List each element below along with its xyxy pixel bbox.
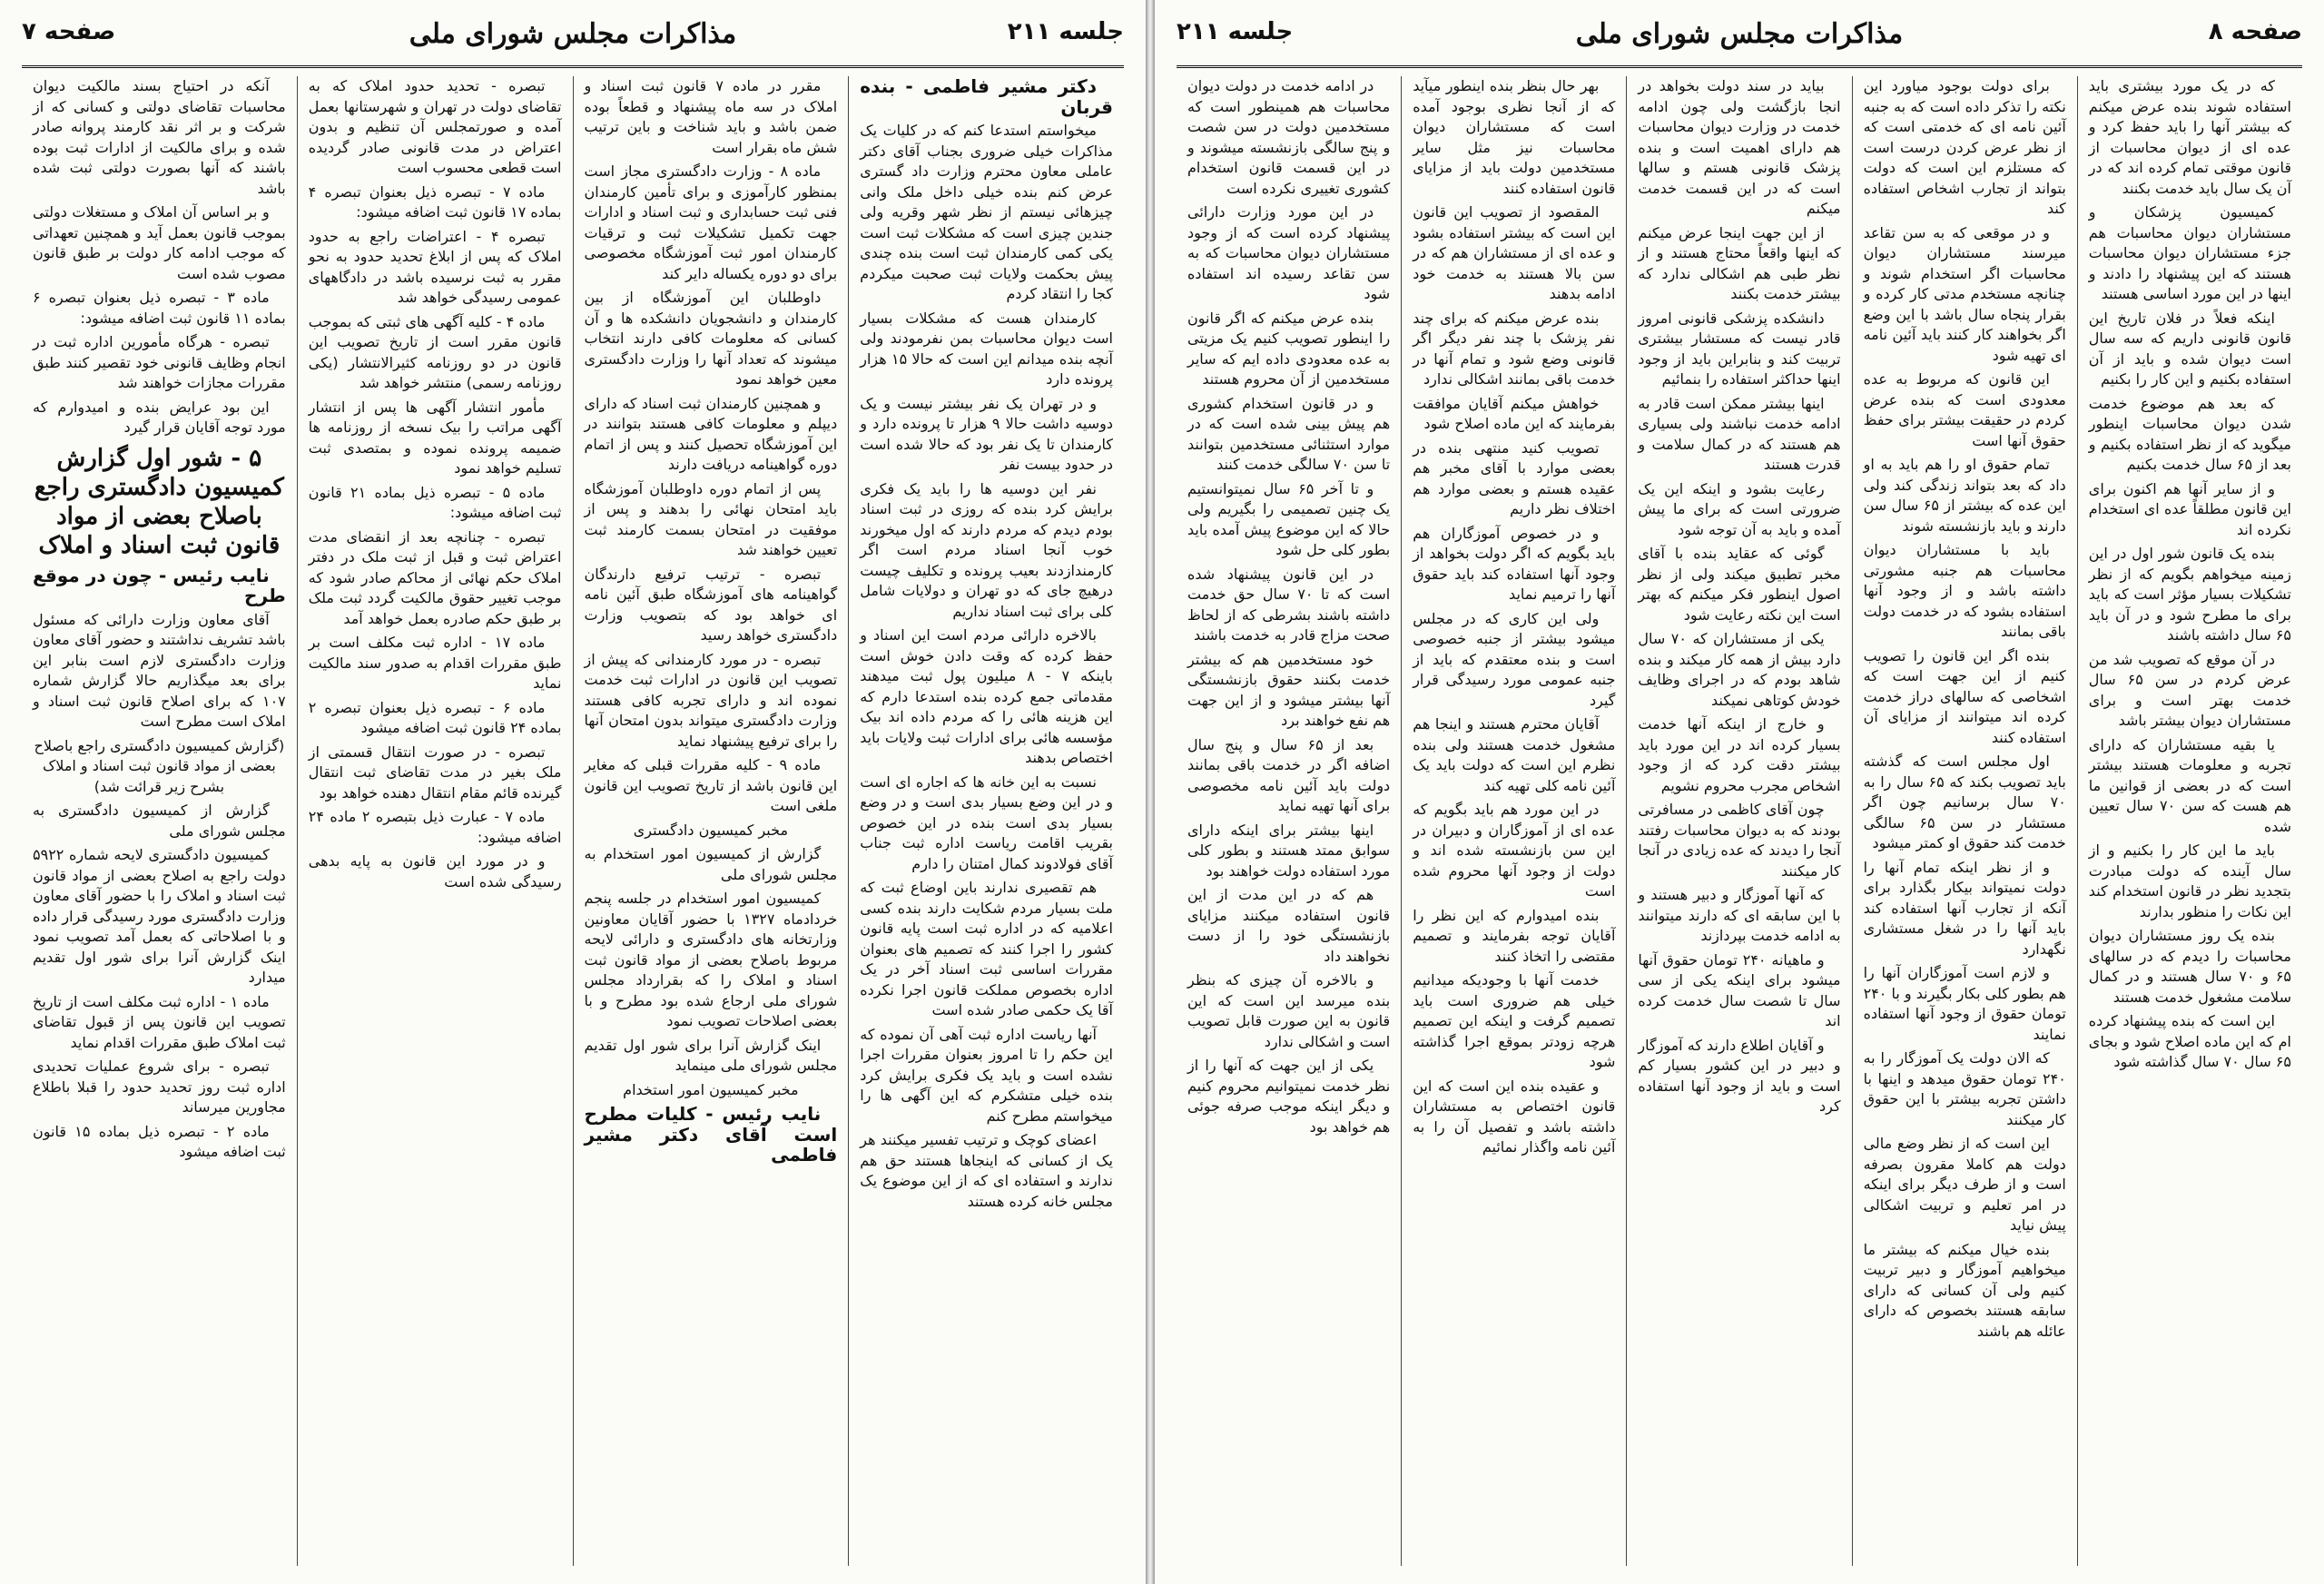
- paragraph: ماده ۷ - تبصره ذیل بعنوان تبصره ۴ بماده ۱۷ قانون ثبت اضافه میشود:: [308, 182, 562, 221]
- paragraph: آقای معاون وزارت دارائی که مسئول باشد تشریف نداشتند و حضور آقای معاون وزارت دادگستری لازم است بنابر این برای بعد میگذاریم حالا گزارش شماره ۱۰۷ که برای اصلاح قانون ثبت اسناد و املاک است مطرح است: [33, 610, 286, 730]
- paragraph: این بود عرایض بنده و امیدوارم که مورد توجه آقایان قرار گیرد: [33, 398, 286, 436]
- paragraph: آنکه در احتیاج بسند مالکیت دیوان محاسبات تقاضای دولتی و کسانی که از شرکت و بر اثر نقد کارمند پروانه صادر شده و برای مالکیت از ادارات ثبت بوده باشند که آنها بصورت دولتی ثبت شده باشد: [33, 77, 286, 197]
- paragraph: ماده ۷ - عبارت ذیل بتبصره ۲ ماده ۲۴ اضافه میشود:: [308, 808, 562, 846]
- text-column: [297, 76, 573, 1566]
- paragraph: تبصره ۴ - اعتراضات راجع به حدود املاک که پس از ابلاغ تحدید حدود به نحو مقرر به ثبت نرسیده باشد در دادگاههای عمومی رسیدگی خواهد شد: [308, 227, 562, 306]
- paragraph: نفر این دوسیه ها را باید یک فکری برایش کرد بنده که روزی در ثبت اسناد بودم دیدم که مردم دارند که اول میخورند خوب آنجا اسناد مردم است اگر کارمندازدند بعیب پرونده و تکلیف چیست درهیچ جای که دو تهران و دولایات شامل کلی برای ثبت اسناد نداریم: [860, 479, 1113, 620]
- paragraph: اول مجلس است که گذشته باید تصویب بکند که ۶۵ سال را به ۷۰ سال برسانیم چون اگر مستشار در سن ۶۵ سالگی خدمت کند حقوق او کمتر میشود: [1863, 753, 2066, 851]
- paragraph: رعایت بشود و اینکه این یک ضرورتی است که برای ما پیش آمده و باید به آن توجه شود: [1638, 479, 1841, 538]
- paragraph: ماده ۵ - تبصره ذیل بماده ۲۱ قانون ثبت اضافه میشود:: [308, 483, 562, 521]
- paragraph: و همچنین کارمندان ثبت اسناد که دارای دیپلم و معلومات کافی هستند بتوانند در این آموزشگاه تحصیل کنند و پس از اتمام دوره گواهینامه دریافت دارند: [584, 394, 838, 473]
- paragraph: از این جهت اینجا عرض میکنم که اینها واقعاً محتاج هستند و از نظر طبی هم اشکالی ندارد که بیشتر خدمت بکنند: [1638, 223, 1841, 302]
- paragraph: گزارش از کمیسیون امور استخدام به مجلس شورای ملی: [584, 845, 838, 883]
- paragraph: تبصره - در مورد کارمندانی که پیش از تصویب این قانون در ادارات ثبت خدمت نموده اند و دارای تجربه کافی هستند وزارت دادگستری میتواند بدون امتحان آنها را برای ترفیع پیشنهاد نماید: [584, 650, 838, 750]
- paragraph: ماده ۹ - کلیه مقررات قبلی که مغایر این قانون باشد از تاریخ تصویب این قانون ملغی است: [584, 756, 838, 814]
- paragraph: در این قانون پیشنهاد شده است که تا ۷۰ سال حق خدمت داشته باشند بشرطی که از لحاظ صحت مزاج قادر به خدمت باشند: [1187, 565, 1391, 644]
- paragraph: و آقایان اطلاع دارند که آموزگار و دبیر در این کشور بسیار کم است و باید از وجود آنها استفاده کرد: [1638, 1036, 1841, 1115]
- paragraph: تمام حقوق او را هم باید به او داد که بعد بتواند زندگی کند ولی این عده که بیشتر از ۶۵ سال سن دارند و باید بازنشسته شوند: [1863, 456, 2066, 535]
- speaker-line: نایب رئیس - کلیات مطرح است آقای دکتر مشیر فاطمی: [584, 1103, 838, 1166]
- paragraph: ماده ۱۷ - اداره ثبت مکلف است بر طبق مقررات اقدام به صدور سند مالکیت نماید: [308, 634, 562, 692]
- paragraph: چون آقای کاظمی در مسافرتی بودند که به دیوان محاسبات رفتند آنجا را دیدند که عده زیادی در آنجا کار میکنند: [1638, 801, 1841, 880]
- paragraph: کمیسیون پزشکان و مستشاران دیوان محاسبات هم جزء مستشاران دیوان محاسبات هستند که این پیشنهاد را دادند و اینها در این مورد اساسی هستند: [2088, 203, 2291, 302]
- paragraph: بالاخره دارائی مردم است این اسناد و حفظ کرده که وقت دادن خوش است باینکه ۷ - ۸ میلیون پول ثبت میدهند مقدماتی جمع کرده بنده استدعا دارم که این هزینه هائی را که مردم داده اند بیک مؤسسه هائی برای ادارات ثبت ولایات باید اختصاص بدهند: [860, 626, 1114, 766]
- left-page-number: صفحه ۷: [22, 18, 116, 45]
- paragraph: باید ما این کار را بکنیم و از سال آینده که دولت مبادرت بتجدید نظر در قانون استخدام کند این نکات را منظور بدارند: [2088, 841, 2291, 920]
- left-page: [0, 0, 1146, 1584]
- paragraph: بنده امیدوارم که این نظر را آقایان توجه بفرمایند و تصمیم مقتضی را اتخاذ کنند: [1413, 906, 1616, 965]
- paragraph: یکی از این جهت که آنها را از نظر خدمت نمیتوانیم محروم کنیم و دیگر اینکه موجب صرفه جوئی هم خواهد بود: [1187, 1057, 1391, 1136]
- speaker-line: نایب رئیس - چون در موقع طرح: [33, 564, 286, 606]
- paragraph: کمیسیون دادگستری لایحه شماره ۵۹۲۲ دولت راجع به اصلاح بعضی از مواد قانون ثبت اسناد و املاک را با حضور آقای معاون وزارت دادگستری مورد رسیدگی قرار داده و با اصلاحاتی که بعمل آمد تصویب نمود اینک گزارش آنرا برای شور اول تقدیم میدارد: [33, 846, 286, 986]
- paragraph: و در خصوص آموزگاران هم باید بگویم که اگر دولت بخواهد از وجود آنها استفاده کند باید حقوق آنها را ترمیم نماید: [1413, 524, 1616, 603]
- text-column: [22, 76, 297, 1566]
- paragraph: در آن موقع که تصویب شد من عرض کردم در سن ۶۵ سال خدمت بهتر است و برای مستشاران دیوان بیشتر باشد: [2088, 650, 2291, 729]
- paragraph: خدمت آنها با وجودیکه میدانیم خیلی هم ضروری است باید تصمیم گرفت و اینکه این تصمیم هرچه زودتر بموقع اجرا گذاشته شود: [1413, 971, 1616, 1070]
- paragraph: ماده ۳ - تبصره ذیل بعنوان تبصره ۶ بماده ۱۱ قانون ثبت اضافه میشود:: [33, 289, 286, 327]
- paragraph: پس از اتمام دوره داوطلبان آموزشگاه باید امتحان نهائی را بدهند و پس از موفقیت در امتحان بسمت کارمند ثبت تعیین خواهند شد: [584, 479, 838, 558]
- paragraph: و در قانون استخدام کشوری هم پیش بینی شده است که در موارد استثنائی مستخدمین بتوانند تا سن ۷۰ سالگی خدمت کنند: [1187, 394, 1391, 473]
- right-running-title: مذاکرات مجلس شورای ملی: [1575, 18, 1904, 50]
- right-session-label: جلسه ۲۱۱: [1177, 18, 1294, 45]
- paragraph: و ماهیانه ۲۴۰ تومان حقوق آنها میشود برای اینکه یکی از سی سال تا شصت سال خدمت کرده اند: [1638, 950, 1841, 1029]
- paragraph: بنده یک روز مستشاران دیوان محاسبات را دیدم که در سالهای ۶۵ و ۷۰ سال هستند و در کمال سلامت مشغول خدمت هستند: [2088, 927, 2291, 1006]
- paragraph: داوطلبان این آموزشگاه از بین کارمندان و دانشجویان دانشکده ها و آن کسانی که معلومات کافی دارند انتخاب میشوند که تعداد آنها را وزارت دادگستری معین خواهد نمود: [584, 289, 838, 388]
- centered-note: (گزارش کمیسیون دادگستری راجع باصلاح بعضی از مواد قانون ثبت اسناد و املاک بشرح زیر قرائت شد): [34, 736, 285, 795]
- paragraph: و تا آخر ۶۵ سال نمیتوانستیم یک چنین تصمیمی را بگیریم ولی حالا که این موضوع پیش آمده باید بطور کلی حل شود: [1187, 479, 1391, 558]
- right-page-number: صفحه ۸: [2208, 18, 2302, 45]
- page-gutter: [1146, 0, 1155, 1584]
- paragraph: گزارش از کمیسیون دادگستری به مجلس شورای ملی: [33, 802, 286, 840]
- paragraph: در این مورد وزارت دارائی پیشنهاد کرده است که از وجود مستشاران دیوان محاسبات که به سن تقاعد رسیده اند استفاده شود: [1187, 203, 1391, 302]
- left-running-title: مذاکرات مجلس شورای ملی: [409, 18, 737, 50]
- paragraph: و در تهران یک نفر بیشتر نیست و یک دوسیه داشت حالا ۹ هزار تا پرونده دارد و کارمندان تا یک نفر بود که حالا شده است در حدود بیست نفر: [860, 394, 1113, 473]
- paragraph: و در مورد این قانون به پایه بدهی رسیدگی شده است: [308, 852, 562, 890]
- paragraph: هم که در این مدت از این قانون استفاده میکنند مزایای بازنشستگی خود را از دست نخواهند داد: [1187, 886, 1391, 965]
- centered-note: مخبر کمیسیون امور استخدام: [623, 1080, 799, 1098]
- paragraph: تصویب کنید منتهی بنده در بعضی موارد با آقای مخبر هم عقیده هستم و بعضی موارد هم اختلاف نظر داریم: [1413, 438, 1616, 517]
- paragraph: تبصره - برای شروع عملیات تحدیدی اداره ثبت روز تحدید حدود را قبلا باطلاع مجاورین میرساند: [33, 1058, 286, 1116]
- paragraph: ولی این کاری که در مجلس میشود بیشتر از جنبه خصوصی است و بنده معتقدم که باید از جنبه عمومی مورد رسیدگی قرار گیرد: [1413, 609, 1616, 709]
- paragraph: یکی از مستشاران که ۷۰ سال دارد بیش از همه کار میکند و بنده شاهد بودم که در اجرای وظایف خودش کوتاهی نمیکند: [1638, 630, 1841, 709]
- paragraph: اینک گزارش آنرا برای شور اول تقدیم مجلس شورای ملی مینماید: [584, 1036, 838, 1074]
- paragraph: بهر حال بنظر بنده اینطور میآید که از آنجا نظری بوجود آمده است که مستشاران دیوان محاسبات نیز مثل سایر مستخدمین دولت باید از مزایای قانون استفاده کنند: [1413, 77, 1616, 197]
- section-heading: ۵ - شور اول گزارش کمیسیون دادگستری راجع باصلاح بعضی از مواد قانون ثبت اسناد و املاک: [34, 444, 284, 559]
- paragraph: این است که از نظر وضع مالی دولت هم کاملا مقرون بصرفه است و از طرف دیگر برای اینکه در امر تعلیم و تربیت اشکالی پیش نیاید: [1863, 1135, 2066, 1234]
- text-column: [1852, 76, 2077, 1566]
- paragraph: اینها بیشتر برای اینکه دارای سوابق ممتد هستند و بطور کلی مورد استفاده دولت خواهند بود: [1187, 821, 1391, 880]
- paragraph: ماده ۸ - وزارت دادگستری مجاز است بمنظور کارآموزی و برای تأمین کارمندان فنی ثبت حسابداری و ثبت اسناد و ادارات جهت تکمیل تشکیلات ثبت و ترقیات کارمندان امور ثبت آموزشگاه مخصوصی برای دو دوره یکساله دایر کند: [584, 162, 838, 282]
- paragraph: بعد از ۶۵ سال و پنج سال اضافه اگر در خدمت باقی بمانند دولت باید آئین نامه مخصوصی برای آنها تهیه نماید: [1187, 735, 1391, 814]
- paragraph: دانشکده پزشکی قانونی امروز قادر نیست که مستشار بیشتری تربیت کند و بنابراین باید از وجود اینها حداکثر استفاده را بنمائیم: [1638, 309, 1841, 388]
- paragraph: کارمندان هست که مشکلات بسیار است دیوان محاسبات بمن نفرمودند ولی آنچه بنده میدانم این است که حالا ۱۵ هزار پرونده دارد: [860, 309, 1113, 388]
- paragraph: مقرر در ماده ۷ قانون ثبت اسناد و املاک در سه ماه پیشنهاد و قطعاً بوده ضمن باشد و باید شناخت و باین ترتیب شش ماه بقرار است: [584, 77, 838, 156]
- paragraph: ماده ۲ - تبصره ذیل بماده ۱۵ قانون ثبت اضافه میشود: [33, 1122, 286, 1160]
- paragraph: در ادامه خدمت در دولت دیوان محاسبات هم همینطور است که مستخدمین دولت در سن شصت و پنج سالگی بازنشسته میشوند و در این قسمت قانون استخدام کشوری تغییری نکرده است: [1187, 77, 1391, 197]
- centered-note: مخبر کمیسیون دادگستری: [633, 821, 789, 839]
- paragraph: بنده خیال میکنم که بیشتر ما میخواهیم آموزگار و دبیر تربیت کنیم ولی آن کسانی که دارای سابقه هستند بخصوص که دارای عائله هم باشند: [1863, 1240, 2066, 1340]
- text-column: [1177, 76, 1401, 1566]
- left-columns: [22, 76, 1124, 1566]
- paragraph: این قانون که مربوط به عده معدودی است که بنده عرض کردم در حقیقت بیشتر برای حفظ حقوق آنها است: [1863, 370, 2066, 449]
- paragraph: و بر اساس آن املاک و مستغلات دولتی بموجب قانون بعمل آید و همچنین تعهداتی که موجب ادامه کار دولت بر طبق قانون مصوب شده است: [33, 203, 286, 282]
- paragraph: المقصود از تصویب این قانون این است که بیشتر استفاده بشود و عده ای از مستشاران هم که در سن بالا هستند به خدمت خود ادامه بدهند: [1413, 203, 1616, 302]
- text-column: [1401, 76, 1626, 1566]
- paragraph: ماده ۶ - تبصره ذیل بعنوان تبصره ۲ بماده ۲۴ قانون ثبت اضافه میشود: [308, 698, 562, 736]
- paragraph: کمیسیون امور استخدام در جلسه پنجم خردادماه ۱۳۲۷ با حضور آقایان معاونین وزارتخانه های دادگستری و دارائی لایحه مربوط باصلاح بعضی از مواد قانون ثبت اسناد و املاک را که بقرارداد مجلس شورای ملی ارجاع شده بود مطرح و با بعضی اصلاحات تصویب نمود: [584, 890, 838, 1029]
- paragraph: بیاید در سند دولت بخواهد در انجا بازگشت ولی چون ادامه خدمت در وزارت دیوان محاسبات هم دارای اهمیت است و بنده پزشک قانونی هستم و سالها است که در این قسمت خدمت میکنم: [1638, 77, 1841, 217]
- paragraph: میخواستم استدعا کنم که در کلیات یک مذاکرات خیلی ضروری بجناب آقای دکتر عاملی معاون محترم وزارت داد گستری عرض کنم بنده خیلی داخل ملک وانی چیزهائی نیستم از نظر شهر وقریه ولی جندین چیزی است که مشکلات ثبت است یکی کمی کارمندان ثبت است بنده چندی پیش بحکمت ولایات ثبت صحبت میکردم کجا را انتقاد کردم: [860, 122, 1113, 302]
- paragraph: تبصره - تحدید حدود املاک که به تقاضای دولت در تهران و شهرستانها بعمل آمده و صورتمجلس آن تنظیم و بدون اعتراض در مدت قانونی صادر گردیده است قطعی محسوب است: [308, 77, 562, 176]
- paragraph: که در یک مورد بیشتری باید استفاده شوند بنده عرض میکنم که بیشتر آنها را باید حفظ کرد و عده ای از دیوان محاسبات از قانون موقتی تمام کرده اند که در آن یک سال باید خدمت بکنند: [2088, 77, 2291, 197]
- text-column: [2077, 76, 2302, 1566]
- speaker-line: دکتر مشیر فاطمی - بنده قربان: [860, 76, 1113, 118]
- paragraph: ماده ۱ - اداره ثبت مکلف است از تاریخ تصویب این قانون پس از قبول تقاضای ثبت املاک طبق مقررات اقدام نماید: [33, 992, 286, 1051]
- paragraph: بنده عرض میکنم که برای چند نفر پزشک با چند نفر دیگر اگر قانونی وضع شود و تمام آنها در خدمت باقی بمانند اشکالی ندارد: [1413, 309, 1616, 388]
- right-columns: [1177, 76, 2302, 1566]
- paragraph: اعضای کوچک و ترتیب تفسیر میکنند هر یک از کسانی که اینجاها هستند حق هم ندارند و استفاده ای که از این موضوع یک مجلس خانه کرده هستند: [860, 1131, 1113, 1210]
- right-page-header: [1177, 13, 2302, 68]
- paragraph: اینها بیشتر ممکن است قادر به ادامه خدمت نباشند ولی بسیاری هم هستند که در کمال سلامت و قدرت هستند: [1638, 394, 1841, 473]
- paragraph: تبصره - چنانچه بعد از انقضای مدت اعتراض ثبت و قبل از ثبت ملک در دفتر املاک حکم نهائی از محاکم صادر شود که موجب تغییر حقوق مالکیت گردد ثبت ملک بر طبق حکم صادره بعمل خواهد آمد: [308, 527, 562, 627]
- paragraph: خود مستخدمین هم که بیشتر خدمت بکنند حقوق بازنشستگی آنها بیشتر میشود و از این جهت هم نفع خواهند برد: [1187, 650, 1391, 729]
- right-page: [1155, 0, 2324, 1584]
- paragraph: نسبت به این خانه ها که اجاره ای است و در این وضع بسیار بدی است و در وضع بسیار بدی است بنده در این خصوص بقریب اقامت ریاست اداره ثبت جناب آقای فولادوند کمال امتنان را دارم: [860, 772, 1113, 872]
- paragraph: هم تقصیری ندارند باین اوضاع ثبت که ملت بسیار مردم شکایت دارند بنده کسی اعلامیه که در اداره ثبت است پایه قانون کشور را اجرا کنند که تصمیم های بعنوان مقررات اساسی ثبت اسناد آخر در یک اداره بخصوص مملکت قانون اجرا نکرده آقا یک حکمی صادر شده است: [860, 879, 1113, 1018]
- paragraph: بنده اگر این قانون را تصویب کنیم از این جهت است که اشخاصی که سالهای دراز خدمت کرده اند میتوانند از مزایای آن استفاده کنند: [1863, 646, 2066, 746]
- paragraph: خواهش میکنم آقایان موافقت بفرمایند که این ماده اصلاح شود: [1413, 394, 1616, 432]
- paragraph: آنها ریاست اداره ثبت آهی آن نموده که این حکم را تا امروز بعنوان مقررات اجرا نشده است و باید یک فکری برایش کرد بنده خیلی متشکرم که این آگهی ها را میخواستم مطرح کنم: [860, 1025, 1113, 1125]
- paragraph: آقایان محترم هستند و اینجا هم مشغول خدمت هستند ولی بنده نظرم این است که دولت باید یک آئین نامه کلی تهیه کند: [1413, 715, 1616, 794]
- text-column: [573, 76, 849, 1566]
- paragraph: و بالاخره آن چیزی که بنظر بنده میرسد این است که این قانون به این صورت قابل تصویب است و اشکالی ندارد: [1187, 971, 1391, 1050]
- paragraph: و در موقعی که به سن تقاعد میرسند مستشاران دیوان محاسبات اگر استخدام شوند و چنانچه مستخدم مدتی کار کرده و بقرار پنجاه سال باشد با این وضع اگر بخواهند کار کنند باید آئین نامه ای تهیه شود: [1863, 223, 2066, 364]
- paragraph: باید با مستشاران دیوان محاسبات هم جنبه مشورتی داشته باشد و از وجود آنها استفاده بشود که در خدمت دولت باقی بمانند: [1863, 541, 2066, 640]
- paragraph: و از سایر آنها هم اکنون برای این قانون مطلقاً عده ای استخدام نکرده اند: [2088, 479, 2291, 538]
- left-session-label: جلسه ۲۱۱: [1007, 18, 1124, 45]
- paragraph: تبصره - هرگاه مأمورین اداره ثبت در انجام وظایف قانونی خود تقصیر کنند طبق مقررات مجازات خواهند شد: [33, 333, 286, 391]
- paragraph: و از نظر اینکه تمام آنها را دولت نمیتواند بیکار بگذارد برای آنکه از تجارب آنها استفاده کند باید آنها را در شغل مستشاری نگهدارد: [1863, 858, 2066, 958]
- paragraph: مأمور انتشار آگهی ها پس از انتشار آگهی مراتب را بیک نسخه از روزنامه ها ضمیمه پرونده نموده و بمتصدی ثبت تسلیم خواهد نمود: [308, 398, 562, 477]
- paragraph: این است که بنده پیشنهاد کرده ام که این ماده اصلاح شود و بجای ۶۵ سال ۷۰ سال گذاشته شود: [2088, 1012, 2291, 1070]
- paragraph: و عقیده بنده این است که این قانون اختصاص به مستشاران داشته باشد و تفصیل آن را به آئین نامه واگذار نمائیم: [1413, 1077, 1616, 1156]
- paragraph: که آنها آموزگار و دبیر هستند و با این سابقه ای که دارند میتوانند به ادامه خدمت بپردازند: [1638, 886, 1841, 944]
- left-page-header: [22, 13, 1124, 68]
- paragraph: گوئی که عقاید بنده با آقای مخبر تطبیق میکند ولی از نظر اصول اینطور فکر میکنم که بهتر است این نکته رعایت شود: [1638, 545, 1841, 624]
- paragraph: اینکه فعلاً در فلان تاریخ این قانون قانونی داریم که سه سال است دیوان شده و باید از آن استفاده بکنیم و این کار را بکنیم: [2088, 309, 2291, 388]
- paragraph: که الان دولت یک آموزگار را به ۲۴۰ تومان حقوق میدهد و اینها با داشتن تجربه بیشتر با این حقوق کار میکنند: [1863, 1049, 2066, 1128]
- paragraph: و لازم است آموزگاران آنها را هم بطور کلی بکار بگیرند و با ۲۴۰ تومان حقوق از وجود آنها استفاده نمایند: [1863, 964, 2066, 1043]
- paragraph: ماده ۴ - کلیه آگهی های ثبتی که بموجب قانون مقرر است از تاریخ تصویب این قانون در دو روزنامه کثیرالانتشار (یکی روزنامه رسمی) منتشر خواهد شد: [308, 312, 562, 391]
- text-column: [1626, 76, 1851, 1566]
- paragraph: بنده عرض میکنم که اگر قانون را اینطور تصویب کنیم یک مزیتی به عده معدودی داده ایم که سایر مستخدمین از آن محروم هستند: [1187, 309, 1391, 388]
- text-column: [848, 76, 1124, 1566]
- paragraph: برای دولت بوجود میاورد این نکته را تذکر داده است که به جنبه آئین نامه ای که خدمتی است که از نظر عرض کردن درست است که مستلزم این است که دولت بتواند از تجارب اشخاص استفاده کند: [1863, 77, 2066, 217]
- paragraph: یا بقیه مستشاران که دارای تجربه و معلومات هستند بیشتر است که در بعضی از قوانین ما هم هست که سن ۷۰ سال تعیین شده: [2088, 735, 2291, 835]
- paragraph: تبصره - در صورت انتقال قسمتی از ملک بغیر در مدت تقاضای ثبت انتقال گیرنده قائم مقام انتقال دهنده خواهد بود: [308, 743, 562, 802]
- paragraph: تبصره - ترتیب ترفیع دارندگان گواهینامه های آموزشگاه طبق آئین نامه ای خواهد بود که بتصویب وزارت دادگستری خواهد رسید: [584, 565, 838, 644]
- paragraph: و خارج از اینکه آنها خدمت بسیار کرده اند در این مورد باید بیشتر دقت کرد که از وجود اشخاص مجرب محروم نشویم: [1638, 715, 1841, 794]
- paragraph: در این مورد هم باید بگویم که عده ای از آموزگاران و دبیران در این سن بازنشسته شده اند و دولت از وجود آنها محروم شده است: [1413, 801, 1616, 900]
- paragraph: که بعد هم موضوع خدمت شدن دیوان محاسبات اینطور میگوید که از نظر استفاده بکنیم و بعد از ۶۵ سال خدمت بکنیم: [2088, 394, 2291, 473]
- paragraph: بنده یک قانون شور اول در این زمینه میخواهم بگویم که از نظر تشکیلات بسیار مؤثر است که باید برای ما مطرح شود و در آن باید ۶۵ سال داشته باشند: [2088, 545, 2291, 644]
